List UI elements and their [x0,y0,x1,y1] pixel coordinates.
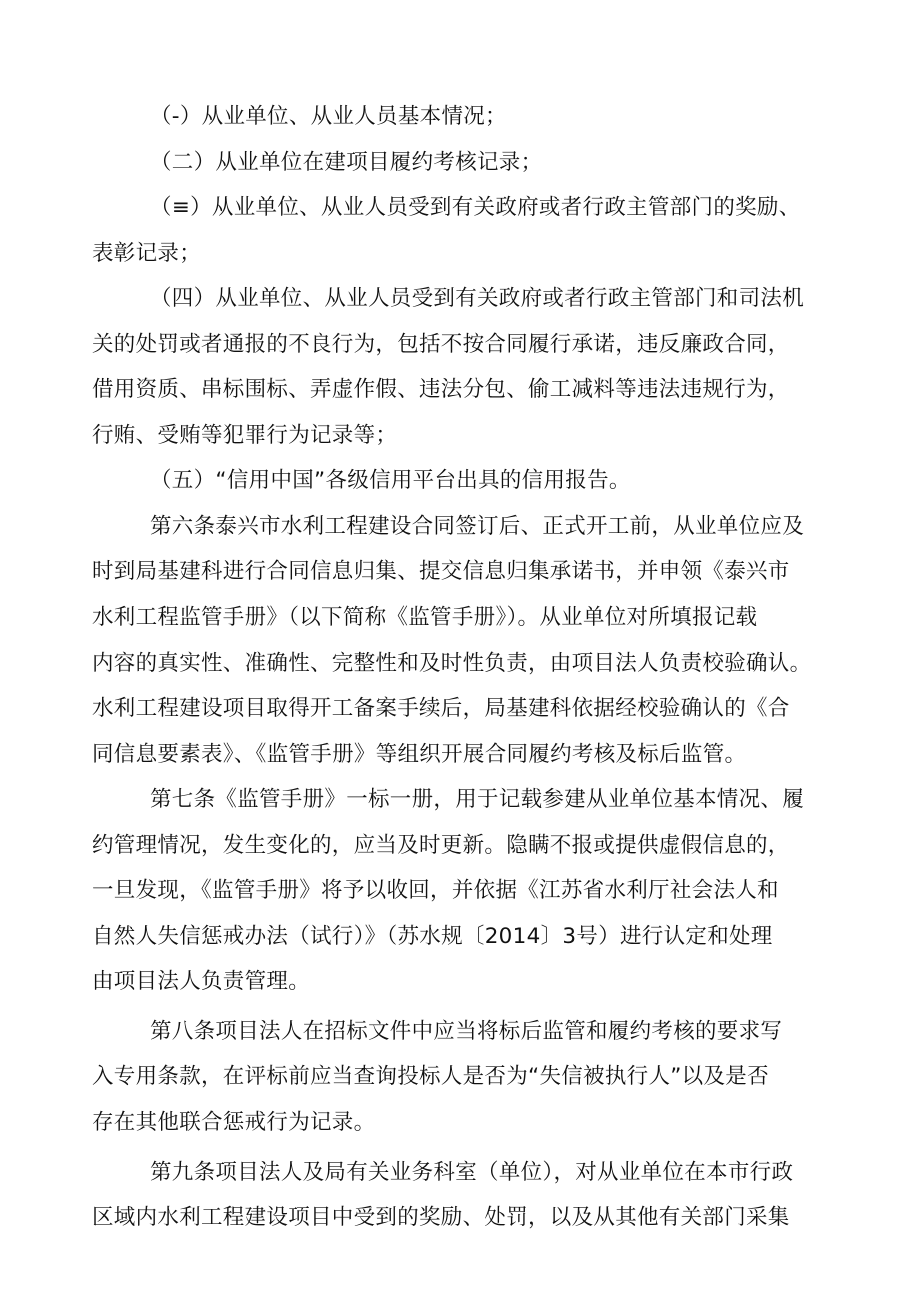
text-line: （五）“信用中国”各级信用平台出具的信用报告。 [150,468,631,494]
text-line: 第八条项目法人在招标文件中应当将标后监管和履约考核的要求写 [150,1018,783,1044]
text-line: 时到局基建科进行合同信息归集、提交信息归集承诺书，并申领《泰兴市 [92,559,790,585]
text-line: 入专用条款，在评标前应当查询投标人是否为“失信被执行人”以及是否 [92,1064,769,1090]
text-line: 内容的真实性、准确性、完整性和及时性负责，由项目法人负责校验确认。 [92,650,812,676]
document-body [92,94,836,1241]
text-line: 同信息要素表》、《监管手册》等组织开展合同履约考核及标后监管。 [92,741,747,767]
text-line: 水利工程建设项目取得开工备案手续后，局基建科依据经校验确认的《合 [92,696,790,722]
text-line: 由项目法人负责管理。 [92,969,311,995]
text-line: （四）从业单位、从业人员受到有关政府或者行政主管部门和司法机 [150,286,805,312]
text-line: 借用资质、串标围标、弄虚作假、违法分包、偷工减料等违法违规行为， [92,377,790,403]
text-line: （≡）从业单位、从业人员受到有关政府或者行政主管部门的奖励、 [150,195,801,221]
text-line: 表彰记录； [92,240,202,266]
text-line: 第七条《监管手册》一标一册，用于记载参建从业单位基本情况、履 [150,787,805,813]
text-line: 第六条泰兴市水利工程建设合同签订后、正式开工前，从业单位应及 [150,513,805,539]
text-line: 约管理情况，发生变化的，应当及时更新。隐瞒不报或提供虚假信息的， [92,832,790,858]
text-line: 关的处罚或者通报的不良行为，包括不按合同履行承诺，违反廉政合同， [92,331,790,357]
text-line: 行贿、受贿等犯罪行为记录等； [92,422,398,448]
text-line: 区域内水利工程建设项目中受到的奖励、处罚，以及从其他有关部门采集 [92,1205,790,1231]
text-line: 存在其他联合惩戒行为记录。 [92,1110,376,1136]
text-line: 自然人失信惩戒办法（试行）》（苏水规〔2014〕3号）进行认定和处理 [92,923,773,949]
text-line: 第九条项目法人及局有关业务科室（单位），对从业单位在本市行政 [150,1159,794,1185]
text-line: 一旦发现，《监管手册》将予以收回，并依据《江苏省水利厅社会法人和 [92,878,779,904]
text-line: （-）从业单位、从业人员基本情况； [150,104,507,129]
text-line: （二）从业单位在建项目履约考核记录； [150,149,543,175]
text-line: 水利工程监管手册》（以下简称《监管手册》）。从业单位对所填报记载 [92,605,758,631]
